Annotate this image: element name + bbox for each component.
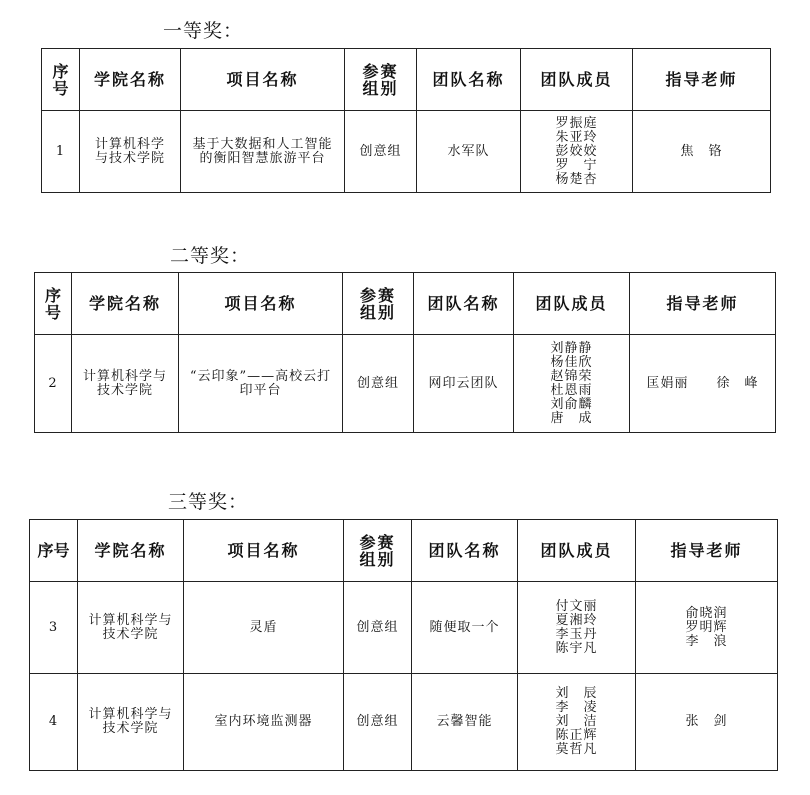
cell-project: 室内环境监测器 <box>184 674 344 771</box>
third-prize-title: 三等奖： <box>168 491 249 513</box>
cell-advisor: 焦 铬 <box>633 111 771 193</box>
member-name: 陈宇凡 <box>555 640 598 656</box>
header-group-label: 参赛组别 <box>360 285 397 322</box>
table-row <box>35 335 776 433</box>
second-prize-title: 二等奖： <box>170 245 251 267</box>
member-name: 杨楚杏 <box>555 171 598 187</box>
member-name: 朱亚玲 <box>555 129 598 145</box>
member-name: 陈正辉 <box>555 728 598 743</box>
table-row <box>42 111 771 193</box>
advisor-name: 李 浪 <box>685 633 728 649</box>
cell-members <box>514 335 630 433</box>
cell-advisor <box>636 582 778 674</box>
cell-seq: 3 <box>30 582 78 674</box>
cell-group: 创意组 <box>344 582 412 674</box>
cell-college <box>78 582 184 674</box>
cell-members <box>518 674 636 771</box>
cell-college-text: 计算机科学与技术学院 <box>94 136 165 166</box>
member-name: 杨佳欣 <box>550 354 593 370</box>
member-name: 刘静静 <box>550 340 593 356</box>
cell-college <box>80 111 181 193</box>
header-college: 学院名称 <box>72 273 179 335</box>
cell-college <box>78 674 184 771</box>
header-team: 团队名称 <box>417 49 521 111</box>
cell-members <box>521 111 633 193</box>
header-college: 学院名称 <box>78 520 184 582</box>
header-advisor: 指导老师 <box>636 520 778 582</box>
member-name: 杜恩雨 <box>550 382 593 398</box>
cell-project: 灵盾 <box>184 582 344 674</box>
cell-team: 云馨智能 <box>412 674 518 771</box>
header-seq <box>35 273 72 335</box>
member-name: 李 凌 <box>555 700 598 715</box>
header-seq-label: 序号 <box>44 285 61 322</box>
member-name: 赵锦荣 <box>550 368 593 384</box>
cell-members <box>518 582 636 674</box>
cell-seq: 4 <box>30 674 78 771</box>
member-name: 刘 洁 <box>555 714 598 729</box>
member-name: 夏湘玲 <box>555 612 598 628</box>
header-row <box>42 49 771 111</box>
cell-project-text: “云印象”——高校云打印平台 <box>189 368 332 398</box>
cell-team: 随便取一个 <box>412 582 518 674</box>
header-group-label: 参赛组别 <box>362 61 399 98</box>
cell-group: 创意组 <box>344 674 412 771</box>
advisor-name: 罗明辉 <box>685 619 728 635</box>
header-members: 团队成员 <box>521 49 633 111</box>
header-project: 项目名称 <box>181 49 345 111</box>
third-prize-table <box>29 519 778 771</box>
member-name: 罗 宁 <box>555 157 598 173</box>
member-name: 罗振庭 <box>555 115 598 131</box>
header-project: 项目名称 <box>184 520 344 582</box>
cell-college-text: 计算机科学与技术学院 <box>88 707 173 736</box>
cell-project <box>179 335 343 433</box>
cell-project <box>181 111 345 193</box>
cell-advisor: 匡娟丽 徐 峰 <box>630 335 776 433</box>
member-name: 莫哲凡 <box>555 742 598 757</box>
member-name: 付文丽 <box>555 598 598 614</box>
table-row <box>30 674 778 771</box>
header-members: 团队成员 <box>518 520 636 582</box>
cell-group: 创意组 <box>345 111 417 193</box>
header-advisor: 指导老师 <box>633 49 771 111</box>
first-prize-table <box>41 48 771 193</box>
cell-college <box>72 335 179 433</box>
header-group-label: 参赛组别 <box>359 532 396 569</box>
cell-group: 创意组 <box>343 335 414 433</box>
header-row <box>30 520 778 582</box>
table-row <box>30 582 778 674</box>
second-prize-table <box>34 272 776 433</box>
header-group <box>343 273 414 335</box>
member-name: 唐 成 <box>550 410 593 426</box>
cell-team: 网印云团队 <box>414 335 514 433</box>
header-seq: 序号 <box>30 520 78 582</box>
cell-team: 水军队 <box>417 111 521 193</box>
header-team: 团队名称 <box>414 273 514 335</box>
cell-seq: 1 <box>42 111 80 193</box>
header-seq <box>42 49 80 111</box>
cell-project-text: 基于大数据和人工智能的衡阳智慧旅游平台 <box>192 136 333 166</box>
cell-advisor: 张 剑 <box>636 674 778 771</box>
header-team: 团队名称 <box>412 520 518 582</box>
cell-seq: 2 <box>35 335 72 433</box>
header-advisor: 指导老师 <box>630 273 776 335</box>
header-seq-label: 序号 <box>52 61 69 98</box>
header-members: 团队成员 <box>514 273 630 335</box>
cell-college-text: 计算机科学与技术学院 <box>83 368 168 398</box>
member-name: 刘俞麟 <box>550 396 593 412</box>
member-name: 李玉丹 <box>555 626 598 642</box>
member-name: 彭姣姣 <box>555 143 598 159</box>
header-college: 学院名称 <box>80 49 181 111</box>
header-group <box>344 520 412 582</box>
header-group <box>345 49 417 111</box>
cell-college-text: 计算机科学与技术学院 <box>88 612 173 642</box>
advisor-name: 俞晓润 <box>685 605 728 621</box>
member-name: 刘 辰 <box>555 686 598 701</box>
header-project: 项目名称 <box>179 273 343 335</box>
first-prize-title: 一等奖： <box>163 20 244 42</box>
header-row <box>35 273 776 335</box>
